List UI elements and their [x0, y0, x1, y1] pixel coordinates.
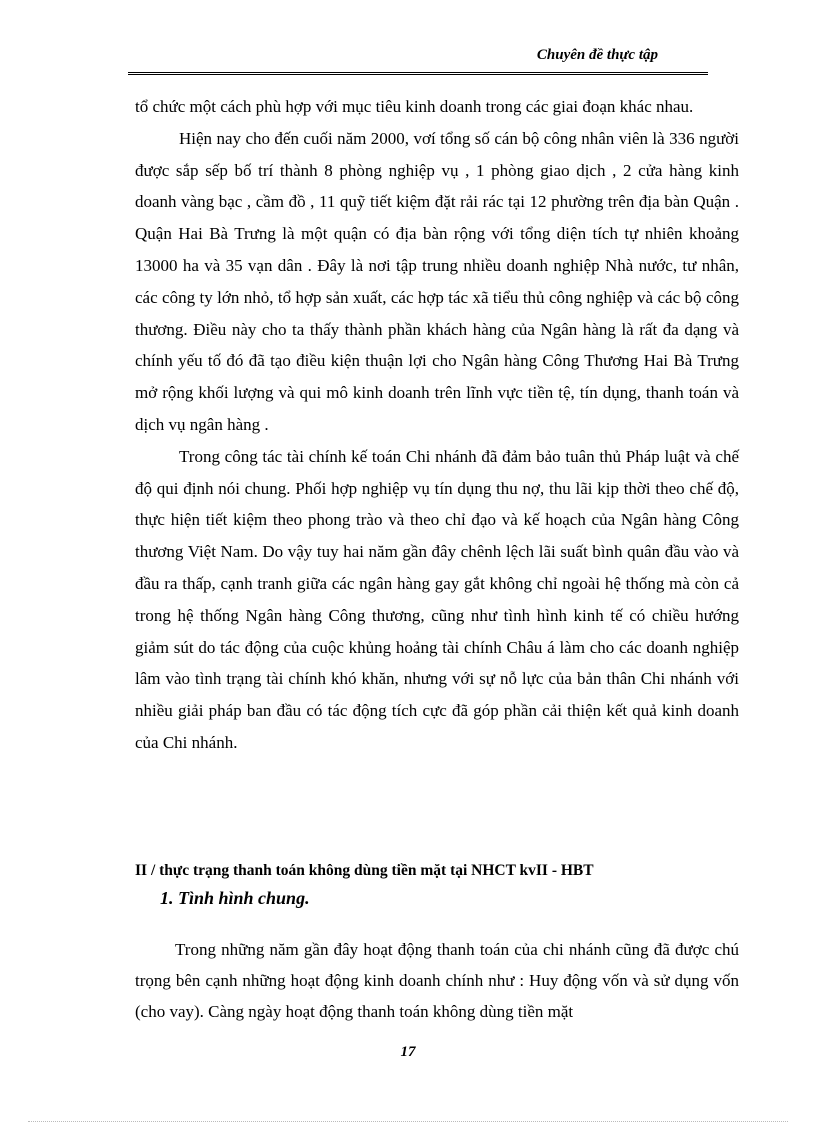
body-text — [135, 91, 739, 759]
subsection-heading: 1. Tình hình chung. — [160, 888, 310, 908]
paragraph-2: Hiện nay cho đến cuối năm 2000, vơí tổng số cán bộ công nhân viên là 336 người được sắp sếp bố trí thành 8 phòng nghiệp vụ , 1 phòng giao dịch , 2 cửa hàng kinh doanh vàng bạc , cầm đồ , 11 quỹ tiết kiệm đặt rải rác tại 12 phường trên địa bàn Quận . Quận Hai Bà Trưng là một quận có địa bàn rộng với tổng diện tích tự nhiên khoảng 13000 ha và 35 vạn dân . Đây là nơi tập trung nhiều doanh nghiệp Nhà nước, tư nhân, các công ty lớn nhỏ, tổ hợp sản xuất, các hợp tác xã tiểu thủ công nghiệp và các bộ công thương. Điều này cho ta thấy thành phần khách hàng của Ngân hàng là rất đa dạng và chính yếu tố đó đã tạo điều kiện thuận lợi cho Ngân hàng Công Thương Hai Bà Trưng mở rộng khối lượng và qui mô kinh doanh trên lĩnh vực tiền tệ, tín dụng, thanh toán và dịch vụ ngân hàng . — [135, 128, 739, 434]
running-header: Chuyên đề thực tập — [536, 47, 658, 63]
paragraph-3: Trong công tác tài chính kế toán Chi nhánh đã đảm bảo tuân thủ Pháp luật và chế độ qui định nói chung. Phối hợp nghiệp vụ tín dụng thu nợ, thu lãi kịp thời theo chế độ, thực hiện tiết kiệm theo phong trào và theo chỉ đạo và kế hoạch của Ngân hàng Công thương Việt Nam. Do vậy tuy hai năm gần đây chênh lệch lãi suất bình quân đầu vào và đầu ra thấp, cạnh tranh giữa các ngân hàng gay gắt không chỉ ngoài hệ thống mà còn cả trong hệ thống Ngân hàng Công thương, cũng như tình hình kinh tế có chiều hướng giảm sút do tác động của cuộc khủng hoảng tài chính Châu á làm cho các doanh nghiệp lâm vào tình trạng tài chính khó khăn, nhưng với sự nỗ lực của bản thân Chi nhánh với nhiều giải pháp ban đầu có tác động tích cực đã góp phần cải thiện kết quả kinh doanh của Chi nhánh. — [135, 446, 739, 752]
section-heading: II / thực trạng thanh toán không dùng tiền mặt tại NHCT kvII - HBT — [135, 862, 594, 879]
page-number: 17 — [400, 1044, 416, 1060]
body-text-2 — [135, 934, 739, 1027]
paragraph-1: tổ chức một cách phù hợp với mục tiêu kinh doanh trong các giai đoạn khác nhau. — [135, 97, 694, 116]
paragraph-4: Trong những năm gần đây hoạt động thanh toán của chi nhánh cũng đã được chú trọng bên cạnh những hoạt động kinh doanh chính như : Huy động vốn và sử dụng vốn (cho vay). Càng ngày hoạt động thanh toán không dùng tiền mặt — [135, 940, 739, 1021]
footer-rule — [28, 1121, 788, 1122]
header-rule — [128, 72, 708, 75]
